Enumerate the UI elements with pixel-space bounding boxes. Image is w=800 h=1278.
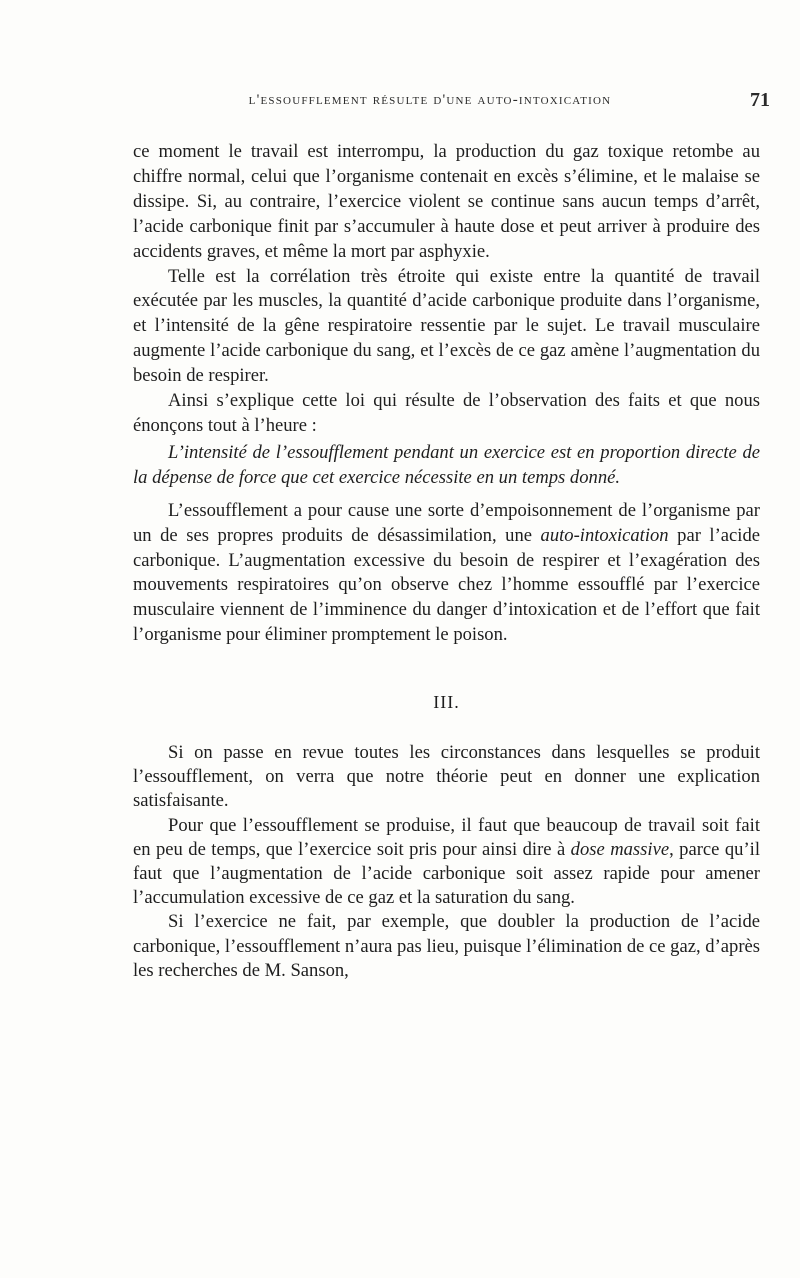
paragraph-2: Telle est la corrélation très étroite qui existe entre la quantité de travail exécutée par les muscles, la quantité d’acide carbonique produite dans l’organisme, et l’intensité de la gêne respiratoire ressentie par le sujet. Le travail musculaire augmente l’acide carbonique du sang, et l’excès de ce gaz amène l’augmentation du besoin de respirer. [133, 265, 760, 387]
paragraph-5: Si on passe en revue toutes les circonstances dans lesquelles se produit l’essoufflement, on verra que notre théorie peut en donner une explication satisfaisante. [133, 742, 760, 812]
paragraph-3: Ainsi s’explique cette loi qui résulte de l’observation des faits et que nous énonçons tout à l’heure : [133, 390, 760, 436]
body-text [133, 140, 760, 983]
paragraph-4-start: L’essoufflement a pour cause une sorte d’empoisonnement de l’organisme par un de ses propres produits de désassimilation, une [133, 499, 760, 546]
paragraph-1: ce moment le travail est interrompu, la production du gaz toxique retombe au chiffre normal, celui que l’organisme contenait en excès s’élimine, et le malaise se dissipe. Si, au contraire, l’exercice violent se continue sans aucun temps d’arrêt, l’acide carbonique finit par s’accumuler à haute dose et peut arriver à produire des accidents graves, et même la mort par asphyxie. [133, 141, 760, 262]
paragraph-4-emphasis: auto-intoxication [540, 524, 669, 546]
page-number: 71 [750, 89, 770, 111]
paragraph-6 [133, 814, 760, 911]
paragraph-4-end: par l’acide carbonique. L’augmentation excessive du besoin de respirer et l’exagération des mouvements respiratoires qu’on observe chez l’homme essoufflé par l’exercice musculaire viennent de l’imminence du danger d’intoxication et de l’effort que fait l’organisme pour éliminer promptement le poison. [133, 524, 760, 646]
paragraph-6-start: Pour que l’essoufflement se produise, il faut que beaucoup de travail soit fait en peu de temps, que l’exercice soit pris pour ainsi dire à [133, 814, 760, 860]
section-heading: III. [433, 692, 460, 713]
law-statement: L’intensité de l’essoufflement pendant un exercice est en proportion directe de la dépense de force que cet exercice nécessite en un temps donné. [133, 441, 760, 488]
paragraph-7: Si l’exercice ne fait, par exemple, que doubler la production de l’acide carbonique, l’essoufflement n’aura pas lieu, puisque l’élimination de ce gaz, d’après les recherches de M. Sanson, [133, 911, 760, 981]
paragraph-6-emphasis: dose massive [570, 838, 670, 860]
paragraph-6-end: , parce qu’il faut que l’augmentation de l’acide carbonique soit assez rapide pour amener l’accumulation excessive de ce gaz et la saturation du sang. [133, 838, 760, 909]
running-header [120, 89, 770, 122]
paragraph-4 [133, 499, 760, 648]
running-title: l'essoufflement résulte d'une auto-intoxication [248, 92, 612, 108]
